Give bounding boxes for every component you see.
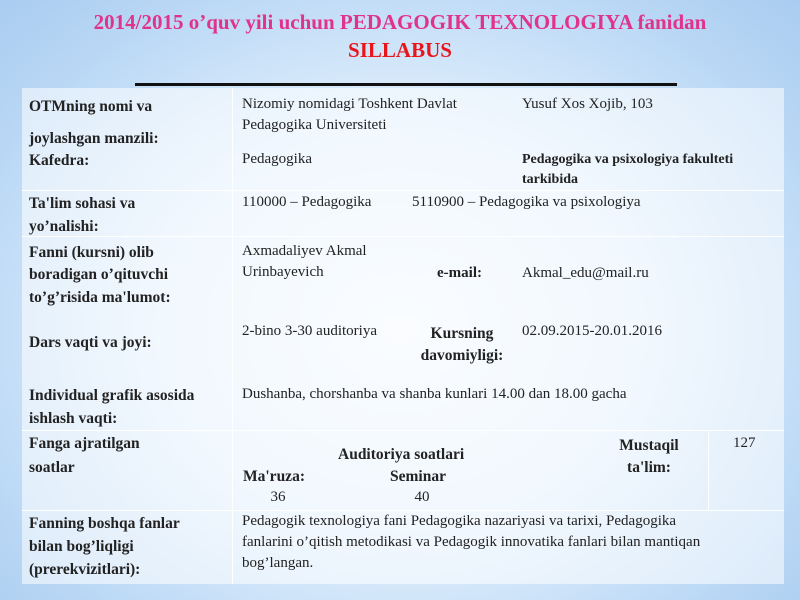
talim-label-line2: yo’nalishi:	[29, 218, 99, 235]
prereq-label-line1: Fanning boshqa fanlar	[29, 515, 180, 532]
teacher-email: Akmal_edu@mail.ru	[522, 265, 649, 281]
mustaqil-label-line2: ta'lim:	[627, 459, 671, 476]
syllabus-subtitle: SILLABUS	[348, 38, 452, 62]
duration-label-line2: davomiyligi:	[420, 347, 504, 364]
teacher-name-line1: Axmadaliyev Akmal	[242, 243, 367, 259]
kafedra-faculty-line1: Pedagogika va psixologiya fakulteti	[522, 152, 734, 167]
prereq-label-line3: (prerekvizitlari):	[29, 561, 141, 578]
otm-label-line1: OTMning nomi va	[29, 98, 153, 115]
otm-address: Yusuf Xos Xojib, 103	[522, 96, 653, 112]
row-divider	[22, 236, 784, 237]
row-divider	[22, 430, 784, 431]
dars-label: Dars vaqti va joyi:	[29, 334, 152, 351]
grafik-label-line1: Individual grafik asosida	[29, 387, 195, 404]
seminar-label: Seminar	[390, 468, 446, 485]
syllabus-title: 2014/2015 o’quv yili uchun PEDAGOGIK TEXNOLOGIYA fanidan	[93, 10, 707, 34]
otm-label-line2: joylashgan manzili:	[29, 130, 159, 147]
prereq-text-line3: bog’langan.	[242, 555, 314, 571]
seminar-value: 40	[414, 489, 430, 505]
duration-label-line1: Kursning	[430, 325, 494, 342]
maruza-label: Ma'ruza:	[243, 468, 305, 485]
otm-name-line2: Pedagogika Universiteti	[242, 117, 387, 133]
email-label: e-mail:	[437, 265, 482, 281]
prereq-text-line2: fanlarini o’qitish metodikasi va Pedagogik innovatika fanlari bilan mantiqan	[242, 534, 701, 550]
teacher-label-line1: Fanni (kursni) olib	[29, 244, 154, 261]
auditoriya-label: Auditoriya soatlari	[338, 446, 465, 463]
soatlar-label-line1: Fanga ajratilgan	[29, 435, 140, 452]
grafik-label-line2: ishlash vaqti:	[29, 410, 118, 427]
prereq-text-line1: Pedagogik texnologiya fani Pedagogika nazariyasi va tarixi, Pedagogika	[242, 513, 677, 529]
teacher-name-line2: Urinbayevich	[242, 264, 324, 280]
duration-value: 02.09.2015-20.01.2016	[522, 323, 662, 339]
kafedra-faculty-line2: tarkibida	[522, 172, 579, 187]
dars-location: 2-bino 3-30 auditoriya	[242, 323, 377, 339]
otm-name-line1: Nizomiy nomidagi Toshkent Davlat	[242, 96, 457, 112]
maruza-value: 36	[270, 489, 286, 505]
prereq-label-line2: bilan bog’liqligi	[29, 538, 134, 555]
grafik-value: Dushanba, chorshanba va shanba kunlari 14.00 dan 18.00 gacha	[242, 386, 627, 402]
kafedra-value: Pedagogika	[242, 151, 312, 167]
title-divider	[135, 83, 677, 86]
row-divider	[22, 190, 784, 191]
talim-value-1: 110000 – Pedagogika	[242, 194, 372, 210]
talim-label-line1: Ta'lim sohasi va	[29, 195, 136, 212]
teacher-label-line3: to’g’risida ma'lumot:	[29, 289, 171, 306]
mustaqil-value: 127	[733, 435, 756, 451]
mustaqil-label-line1: Mustaqil	[619, 437, 679, 454]
column-divider	[708, 430, 709, 510]
kafedra-label: Kafedra:	[29, 152, 90, 169]
teacher-label-line2: boradigan o’qituvchi	[29, 266, 169, 283]
talim-value-2: 5110900 – Pedagogika va psixologiya	[412, 194, 641, 210]
soatlar-label-line2: soatlar	[29, 459, 75, 476]
